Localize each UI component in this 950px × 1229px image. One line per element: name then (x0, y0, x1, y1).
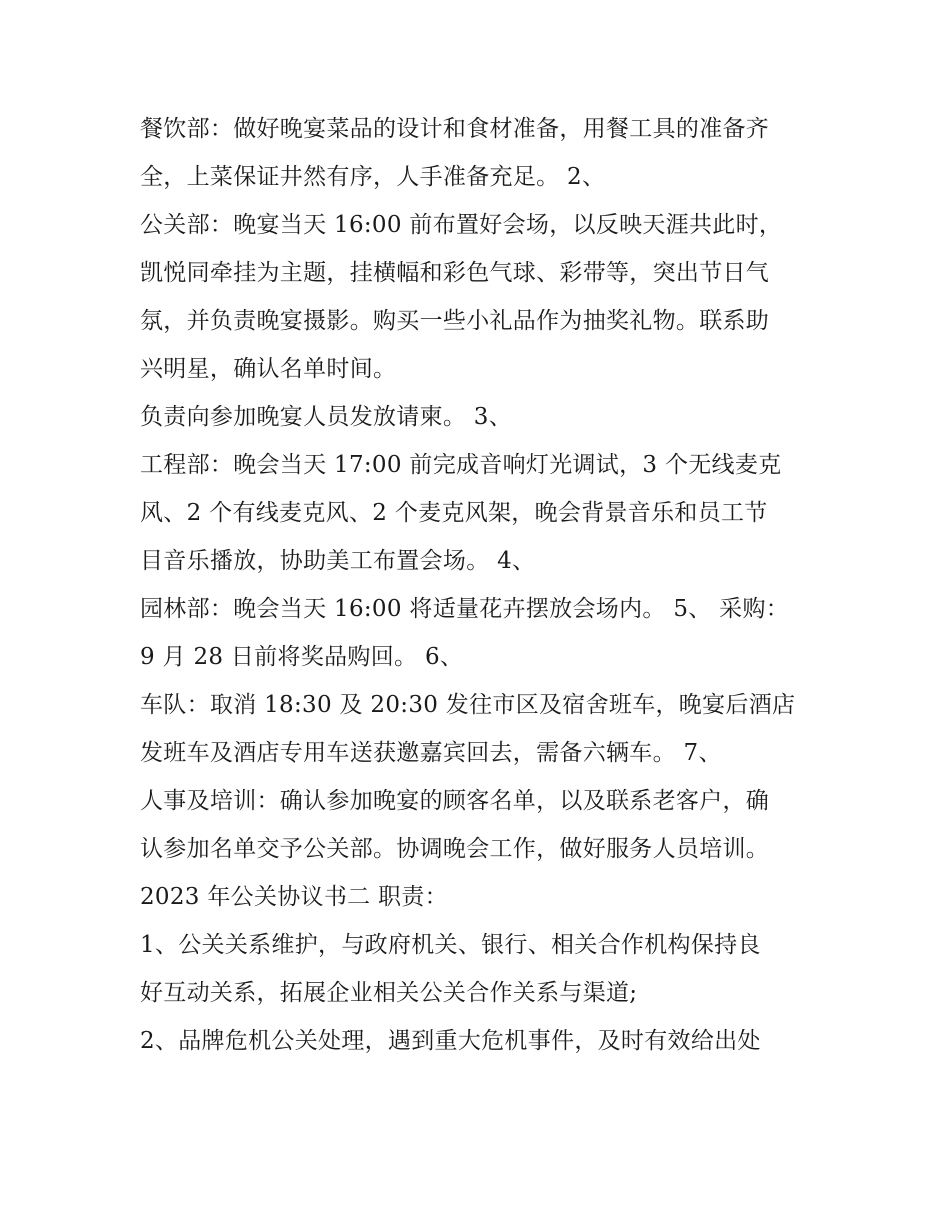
text-line: 9 月 28 日前将奖品购回。 6、 (140, 644, 464, 670)
text-line: 发班车及酒店专用车送获邀嘉宾回去，需备六辆车。 7、 (140, 740, 722, 766)
text-line: 餐饮部：做好晚宴菜品的设计和食材准备，用餐工具的准备齐 (140, 116, 770, 142)
text-line: 氛，并负责晚宴摄影。购买一些小礼品作为抽奖礼物。联系助 (140, 308, 770, 334)
text-line: 兴明星，确认名单时间。 (140, 356, 397, 382)
text-line: 凯悦同牵挂为主题，挂横幅和彩色气球、彩带等，突出节日气 (140, 260, 770, 286)
text-line: 公关部：晚宴当天 16:00 前布置好会场，以反映天涯共此时， (140, 212, 783, 238)
text-line: 全，上菜保证井然有序，人手准备充足。 2、 (140, 164, 606, 190)
text-line: 风、2 个有线麦克风、2 个麦克风架，晚会背景音乐和员工节 (140, 500, 768, 526)
text-line: 2023 年公关协议书二 职责： (140, 884, 448, 910)
text-line: 1、公关关系维护，与政府机关、银行、相关合作机构保持良 (140, 932, 761, 958)
text-line: 园林部：晚会当天 16:00 将适量花卉摆放会场内。 5、 采购： (140, 596, 790, 622)
text-line: 认参加名单交予公关部。协调晚会工作，做好服务人员培训。 (140, 836, 770, 862)
text-line: 工程部：晚会当天 17:00 前完成音响灯光调试，3 个无线麦克 (140, 452, 782, 478)
text-line: 目音乐播放，协助美工布置会场。 4、 (140, 548, 536, 574)
document-body (140, 105, 830, 1065)
text-line: 2、品牌危机公关处理，遇到重大危机事件，及时有效给出处 (140, 1028, 761, 1054)
text-line: 人事及培训：确认参加晚宴的顾客名单，以及联系老客户，确 (140, 788, 770, 814)
text-line: 负责向参加晚宴人员发放请柬。 3、 (140, 404, 513, 430)
text-line: 好互动关系，拓展企业相关公关合作关系与渠道; (140, 980, 638, 1006)
text-line: 车队：取消 18:30 及 20:30 发往市区及宿舍班车，晚宴后酒店 (140, 692, 796, 718)
